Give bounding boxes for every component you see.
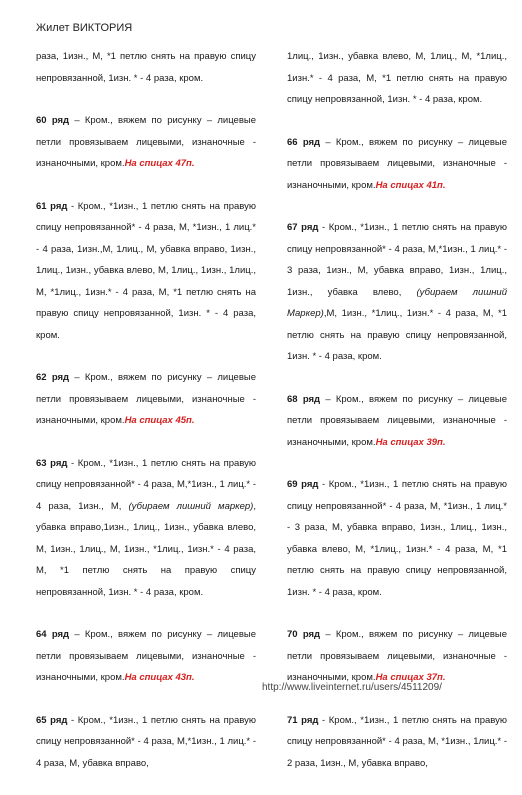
stitch-count: На спицах 47п. <box>124 158 195 169</box>
page-header: Жилет ВИКТОРИЯ <box>36 22 133 34</box>
stitch-count: На спицах 43п. <box>124 672 195 683</box>
row-title: 68 ряд <box>287 393 321 405</box>
instruction-paragraph <box>287 710 507 775</box>
row-title: 60 ряд <box>36 115 70 126</box>
row-text-continued: , убавка вправо,1изн., 1лиц., 1изн., убавка влево, М, 1изн., 1лиц., М, 1изн., *1лиц., 1изн.* - 4 раза, М, *1 петлю снять на правую спицу непровязанной, 1изн. * - 4 раза, кром. <box>36 500 256 598</box>
instruction-paragraph <box>287 46 507 111</box>
instruction-paragraph <box>287 389 507 454</box>
row-text: – Кром., вяжем по рисунку – лицевые петли провязываем лицевыми, изнаночные - изнаночными, кром. <box>36 115 256 169</box>
row-title: 65 ряд <box>36 714 68 726</box>
row-title: 62 ряд <box>36 372 70 383</box>
row-title: 69 ряд <box>287 479 319 490</box>
row-title: 66 ряд <box>287 136 321 148</box>
stitch-count: На спицах 45п. <box>124 415 195 426</box>
watermark-url: http://www.liveinternet.ru/users/4511209/ <box>262 682 442 693</box>
row-text: - Кром., *1изн., 1 петлю снять на правую спицу непровязанной* - 4 раза, М, *1изн., 1 лиц.* - 4 раза, 1изн.,М, 1лиц., М, убавка вправо, 1изн., 1лиц., 1изн., убавка влево, М, 1лиц., 1изн., 1лиц., М, *1лиц., 1изн.* - 4 раза, М, *1 петлю снять на правую спицу непровязанной, 1изн. * - 4 раза, кром. <box>36 200 256 341</box>
row-title: 70 ряд <box>287 629 321 640</box>
row-text: - Кром., *1изн., 1 петлю снять на правую спицу непровязанной* - 4 раза, М,*1изн., 1 лиц.* - 4 раза, 1изн., М, <box>36 457 256 512</box>
row-title: 61 ряд <box>36 200 68 212</box>
instruction-paragraph <box>287 474 507 603</box>
row-text: раза, 1изн., М, *1 петлю снять на правую спицу непровязанной, 1изн. * - 4 раза, кром. <box>36 51 256 84</box>
row-title: 64 ряд <box>36 629 70 640</box>
row-text: - Кром., *1изн., 1 петлю снять на правую спицу непровязанной* - 4 раза, М,*1изн., 1 лиц.* - 4 раза, М, убавка вправо, <box>36 714 256 769</box>
row-text: – Кром., вяжем по рисунку – лицевые петли провязываем лицевыми, изнаночные - изнаночными, кром. <box>287 629 507 683</box>
row-text: - Кром., *1изн., 1 петлю снять на правую спицу непровязанной* - 4 раза, М, *1изн., 1 лиц.* - 3 раза, М, убавка вправо, 1изн., 1лиц., 1изн., убавка влево, М, *1лиц., 1изн.* - 4 раза, М, *1 петлю снять на правую спицу непровязанной, 1изн. * - 4 раза, кром. <box>287 479 507 598</box>
row-text: - Кром., *1изн., 1 петлю снять на правую спицу непровязанной* - 4 раза, М,*1изн., 1 лиц.* - 3 раза, 1изн., М, убавка вправо, 1изн., 1лиц., 1изн., убавка влево, <box>287 222 507 298</box>
row-text-continued: ,М, 1изн., *1лиц., 1изн.* - 4 раза, М, *1 петлю снять на правую спицу непровязанной, 1изн. * - 4 раза, кром. <box>287 308 507 362</box>
row-text: – Кром., вяжем по рисунку – лицевые петли провязываем лицевыми, изнаночные - изнаночными, кром. <box>36 629 256 683</box>
stitch-count: На спицах 39п. <box>375 436 446 448</box>
stitch-count: На спицах 41п. <box>375 179 446 191</box>
row-text: – Кром., вяжем по рисунку – лицевые петли провязываем лицевыми, изнаночные - изнаночными, кром. <box>36 372 256 426</box>
instruction-paragraph <box>287 217 507 368</box>
row-title: 71 ряд <box>287 714 319 726</box>
marker-note: (убираем лишний Маркер) <box>287 286 507 319</box>
instruction-paragraph <box>36 624 256 689</box>
marker-note: (убираем лишний маркер) <box>128 500 254 512</box>
instruction-paragraph <box>36 453 256 604</box>
instruction-paragraph <box>287 132 507 197</box>
row-text: 1лиц., 1изн., убавка влево, М, 1лиц., М, *1лиц., 1изн.* - 4 раза, М, *1 петлю снять на правую спицу непровязанной, 1изн. * - 4 раза, кром. <box>287 51 507 105</box>
stitch-count: На спицах 37п. <box>375 672 446 683</box>
row-text: – Кром., вяжем по рисунку – лицевые петли провязываем лицевыми, изнаночные - изнаночными, кром. <box>287 136 507 191</box>
row-title: 67 ряд <box>287 222 319 233</box>
row-text: – Кром., вяжем по рисунку – лицевые петли провязываем лицевыми, изнаночные - изнаночными, кром. <box>287 393 507 448</box>
instruction-paragraph <box>287 624 507 689</box>
row-text: - Кром., *1изн., 1 петлю снять на правую спицу непровязанной* - 4 раза, М, *1изн., 1лиц.* - 2 раза, 1изн., М, убавка вправо, <box>287 714 507 769</box>
left-column <box>36 46 256 795</box>
instruction-paragraph <box>36 710 256 775</box>
instruction-paragraph <box>36 110 256 175</box>
instruction-paragraph <box>36 196 256 347</box>
row-title: 63 ряд <box>36 457 68 469</box>
instruction-paragraph <box>36 46 256 89</box>
instruction-paragraph <box>36 367 256 432</box>
